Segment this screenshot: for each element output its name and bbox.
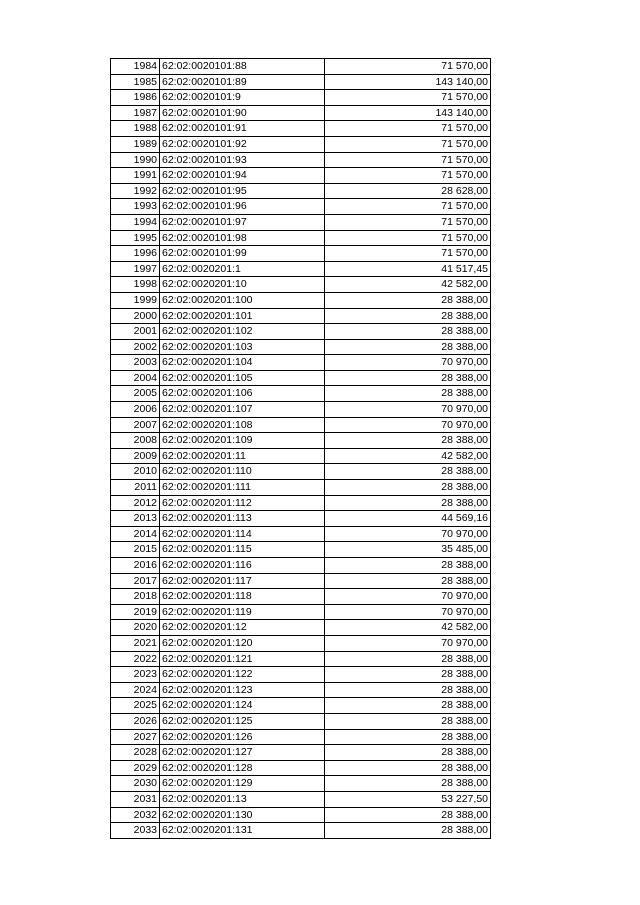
row-number: 1996 [111,246,160,262]
table-row [111,261,491,277]
cadastral-number: 62:02:0020201:130 [160,807,325,823]
row-number: 1988 [111,121,160,137]
table-row [111,230,491,246]
table-body [111,59,491,839]
amount-value: 42 582,00 [325,448,491,464]
amount-value: 28 388,00 [325,729,491,745]
row-number: 2014 [111,526,160,542]
table-row [111,433,491,449]
cadastral-number: 62:02:0020201:100 [160,292,325,308]
cadastral-number: 62:02:0020201:126 [160,729,325,745]
amount-value: 41 517,45 [325,261,491,277]
amount-value: 28 388,00 [325,308,491,324]
amount-value: 28 388,00 [325,807,491,823]
cadastral-number: 62:02:0020101:95 [160,183,325,199]
table-row [111,495,491,511]
cadastral-number: 62:02:0020201:110 [160,464,325,480]
row-number: 2032 [111,807,160,823]
table-row [111,480,491,496]
amount-value: 28 388,00 [325,370,491,386]
cadastral-number: 62:02:0020101:91 [160,121,325,137]
row-number: 1999 [111,292,160,308]
amount-value: 35 485,00 [325,542,491,558]
row-number: 2022 [111,651,160,667]
cadastral-number: 62:02:0020201:102 [160,324,325,340]
table-row [111,823,491,839]
table-row [111,136,491,152]
table-row [111,152,491,168]
cadastral-number: 62:02:0020201:107 [160,402,325,418]
row-number: 2007 [111,417,160,433]
table-row [111,667,491,683]
cadastral-number: 62:02:0020101:96 [160,199,325,215]
cadastral-number: 62:02:0020201:13 [160,791,325,807]
table-row [111,807,491,823]
table-row [111,386,491,402]
cadastral-number: 62:02:0020101:9 [160,90,325,106]
amount-value: 28 388,00 [325,682,491,698]
table-row [111,402,491,418]
amount-value: 71 570,00 [325,168,491,184]
cadastral-number: 62:02:0020201:108 [160,417,325,433]
table-row [111,558,491,574]
table-row [111,713,491,729]
table-row [111,448,491,464]
table-row [111,277,491,293]
row-number: 1986 [111,90,160,106]
table-row [111,745,491,761]
cadastral-number: 62:02:0020201:105 [160,370,325,386]
row-number: 1997 [111,261,160,277]
row-number: 2033 [111,823,160,839]
cadastral-number: 62:02:0020201:101 [160,308,325,324]
table-row [111,370,491,386]
amount-value: 70 970,00 [325,355,491,371]
amount-value: 70 970,00 [325,526,491,542]
table-row [111,183,491,199]
amount-value: 28 388,00 [325,823,491,839]
amount-value: 28 388,00 [325,558,491,574]
amount-value: 28 388,00 [325,651,491,667]
row-number: 2023 [111,667,160,683]
cadastral-number: 62:02:0020201:129 [160,776,325,792]
cadastral-number: 62:02:0020201:116 [160,558,325,574]
table-row [111,339,491,355]
row-number: 1995 [111,230,160,246]
row-number: 2024 [111,682,160,698]
amount-value: 28 388,00 [325,464,491,480]
cadastral-number: 62:02:0020201:122 [160,667,325,683]
row-number: 2019 [111,604,160,620]
cadastral-number: 62:02:0020201:124 [160,698,325,714]
cadastral-number: 62:02:0020201:11 [160,448,325,464]
amount-value: 71 570,00 [325,152,491,168]
amount-value: 71 570,00 [325,59,491,75]
row-number: 2030 [111,776,160,792]
row-number: 2000 [111,308,160,324]
cadastral-number: 62:02:0020101:88 [160,59,325,75]
amount-value: 28 388,00 [325,776,491,792]
row-number: 2028 [111,745,160,761]
table-row [111,90,491,106]
amount-value: 71 570,00 [325,121,491,137]
table-row [111,246,491,262]
cadastral-number: 62:02:0020201:113 [160,511,325,527]
cadastral-table [110,58,491,839]
cadastral-number: 62:02:0020101:89 [160,74,325,90]
amount-value: 53 227,50 [325,791,491,807]
table-row [111,698,491,714]
row-number: 1985 [111,74,160,90]
amount-value: 70 970,00 [325,417,491,433]
row-number: 2012 [111,495,160,511]
cadastral-number: 62:02:0020201:123 [160,682,325,698]
row-number: 2011 [111,480,160,496]
cadastral-number: 62:02:0020101:92 [160,136,325,152]
cadastral-number: 62:02:0020201:111 [160,480,325,496]
cadastral-number: 62:02:0020201:121 [160,651,325,667]
table-row [111,589,491,605]
row-number: 1992 [111,183,160,199]
table-row [111,355,491,371]
amount-value: 28 388,00 [325,713,491,729]
table-row [111,105,491,121]
table-row [111,59,491,75]
row-number: 1984 [111,59,160,75]
amount-value: 71 570,00 [325,230,491,246]
amount-value: 71 570,00 [325,90,491,106]
table-row [111,511,491,527]
cadastral-number: 62:02:0020101:93 [160,152,325,168]
cadastral-number: 62:02:0020101:90 [160,105,325,121]
table-row [111,760,491,776]
row-number: 2002 [111,339,160,355]
amount-value: 71 570,00 [325,246,491,262]
table-row [111,682,491,698]
table-row [111,620,491,636]
row-number: 2015 [111,542,160,558]
row-number: 1989 [111,136,160,152]
row-number: 1991 [111,168,160,184]
row-number: 2031 [111,791,160,807]
amount-value: 28 388,00 [325,573,491,589]
row-number: 2025 [111,698,160,714]
cadastral-number: 62:02:0020201:127 [160,745,325,761]
amount-value: 28 388,00 [325,760,491,776]
cadastral-number: 62:02:0020201:109 [160,433,325,449]
table-row [111,121,491,137]
amount-value: 28 388,00 [325,433,491,449]
cadastral-number: 62:02:0020201:114 [160,526,325,542]
cadastral-number: 62:02:0020201:12 [160,620,325,636]
row-number: 2029 [111,760,160,776]
row-number: 2016 [111,558,160,574]
table-row [111,168,491,184]
row-number: 2027 [111,729,160,745]
amount-value: 28 388,00 [325,324,491,340]
cadastral-number: 62:02:0020201:10 [160,277,325,293]
cadastral-number: 62:02:0020201:120 [160,635,325,651]
amount-value: 28 388,00 [325,480,491,496]
cadastral-number: 62:02:0020101:97 [160,214,325,230]
amount-value: 28 388,00 [325,698,491,714]
amount-value: 143 140,00 [325,105,491,121]
amount-value: 28 628,00 [325,183,491,199]
table-row [111,791,491,807]
amount-value: 28 388,00 [325,495,491,511]
amount-value: 42 582,00 [325,277,491,293]
cadastral-number: 62:02:0020201:119 [160,604,325,620]
amount-value: 28 388,00 [325,667,491,683]
cadastral-number: 62:02:0020201:118 [160,589,325,605]
amount-value: 28 388,00 [325,339,491,355]
row-number: 2001 [111,324,160,340]
table-row [111,214,491,230]
row-number: 2021 [111,635,160,651]
table-row [111,417,491,433]
cadastral-number: 62:02:0020201:115 [160,542,325,558]
table-row [111,292,491,308]
table-row [111,604,491,620]
cadastral-number: 62:02:0020101:94 [160,168,325,184]
cadastral-number: 62:02:0020101:99 [160,246,325,262]
cadastral-number: 62:02:0020201:131 [160,823,325,839]
table-row [111,308,491,324]
table-row [111,199,491,215]
amount-value: 70 970,00 [325,635,491,651]
amount-value: 42 582,00 [325,620,491,636]
table-row [111,324,491,340]
row-number: 2018 [111,589,160,605]
cadastral-number: 62:02:0020101:98 [160,230,325,246]
row-number: 2005 [111,386,160,402]
table-row [111,542,491,558]
cadastral-number: 62:02:0020201:106 [160,386,325,402]
row-number: 2026 [111,713,160,729]
amount-value: 70 970,00 [325,604,491,620]
cadastral-number: 62:02:0020201:128 [160,760,325,776]
row-number: 2020 [111,620,160,636]
cadastral-number: 62:02:0020201:117 [160,573,325,589]
table-row [111,74,491,90]
amount-value: 28 388,00 [325,745,491,761]
row-number: 2010 [111,464,160,480]
row-number: 1987 [111,105,160,121]
row-number: 1993 [111,199,160,215]
table-row [111,651,491,667]
amount-value: 28 388,00 [325,292,491,308]
table-row [111,573,491,589]
table-row [111,729,491,745]
cadastral-number: 62:02:0020201:112 [160,495,325,511]
row-number: 1994 [111,214,160,230]
row-number: 2008 [111,433,160,449]
amount-value: 28 388,00 [325,386,491,402]
amount-value: 70 970,00 [325,402,491,418]
cadastral-number: 62:02:0020201:103 [160,339,325,355]
row-number: 1998 [111,277,160,293]
table-row [111,635,491,651]
table-row [111,464,491,480]
cadastral-number: 62:02:0020201:1 [160,261,325,277]
cadastral-number: 62:02:0020201:125 [160,713,325,729]
table-row [111,776,491,792]
row-number: 2006 [111,402,160,418]
amount-value: 70 970,00 [325,589,491,605]
row-number: 2009 [111,448,160,464]
row-number: 2004 [111,370,160,386]
amount-value: 71 570,00 [325,214,491,230]
row-number: 2017 [111,573,160,589]
row-number: 2003 [111,355,160,371]
amount-value: 44 569,16 [325,511,491,527]
amount-value: 71 570,00 [325,136,491,152]
cadastral-number: 62:02:0020201:104 [160,355,325,371]
row-number: 2013 [111,511,160,527]
amount-value: 71 570,00 [325,199,491,215]
amount-value: 143 140,00 [325,74,491,90]
row-number: 1990 [111,152,160,168]
table-row [111,526,491,542]
